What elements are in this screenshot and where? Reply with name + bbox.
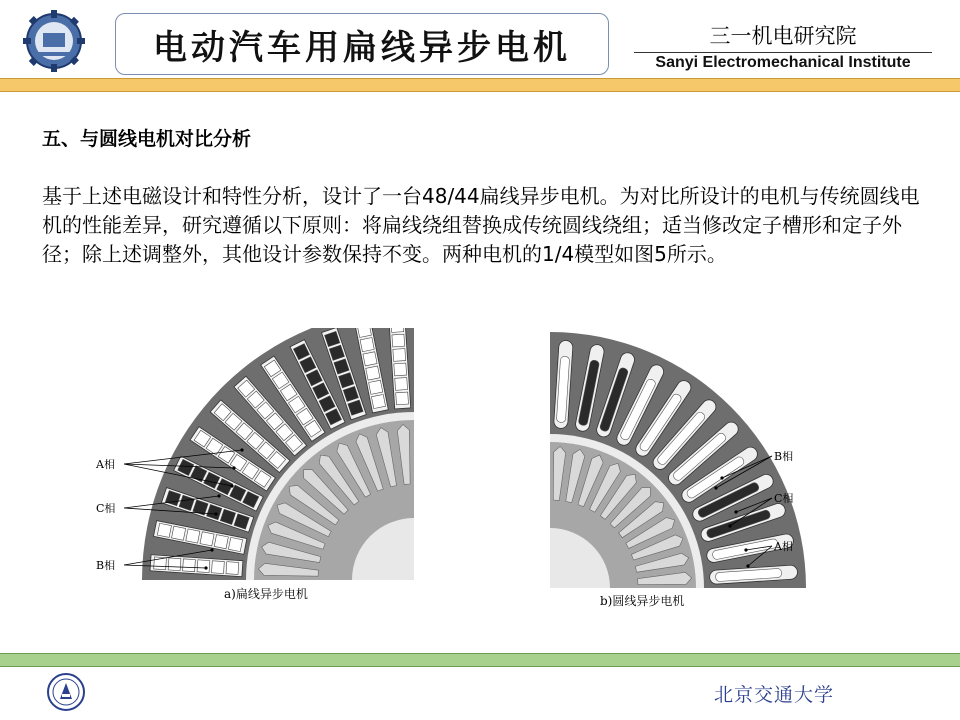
section-heading: 五、与圆线电机对比分析 <box>42 128 252 150</box>
figure-b-caption: b)圆线异步电机 <box>600 594 685 608</box>
bottom-band <box>0 653 960 667</box>
phase-label-a: C相 <box>96 502 116 515</box>
footer-university: 北京交通大学 <box>714 684 835 706</box>
institute-logo <box>18 10 90 72</box>
section-paragraph: 基于上述电磁设计和特性分析，设计了一台48/44扁线异步电机。为对比所设计的电机与传统圆线电机的性能差异，研究遵循以下原则：将扁线绕组替换成传统圆线绕组；适当修改定子槽形和定子外径；除上述调整外，其他设计参数保持不变。两种电机的1/4模型如图5所示。 <box>42 184 920 266</box>
institute-name-cn: 三一机电研究院 <box>709 24 857 48</box>
figure-a-caption: a)扁线异步电机 <box>224 587 308 601</box>
title-box <box>115 13 609 75</box>
flat-wire-motor-figure <box>94 328 422 610</box>
phase-label-a: A相 <box>96 458 115 471</box>
institute-name-en: Sanyi Electromechanical Institute <box>655 54 911 71</box>
phase-label-b: B相 <box>774 450 794 463</box>
top-band <box>0 78 960 92</box>
page-title: 电动汽车用扁线异步电机 <box>153 27 571 68</box>
phase-label-b: C相 <box>774 492 794 505</box>
institute-divider <box>634 52 932 53</box>
university-logo <box>46 672 86 712</box>
round-wire-motor-figure <box>540 328 812 610</box>
phase-label-b: A相 <box>774 540 793 553</box>
phase-label-a: B相 <box>96 559 116 572</box>
